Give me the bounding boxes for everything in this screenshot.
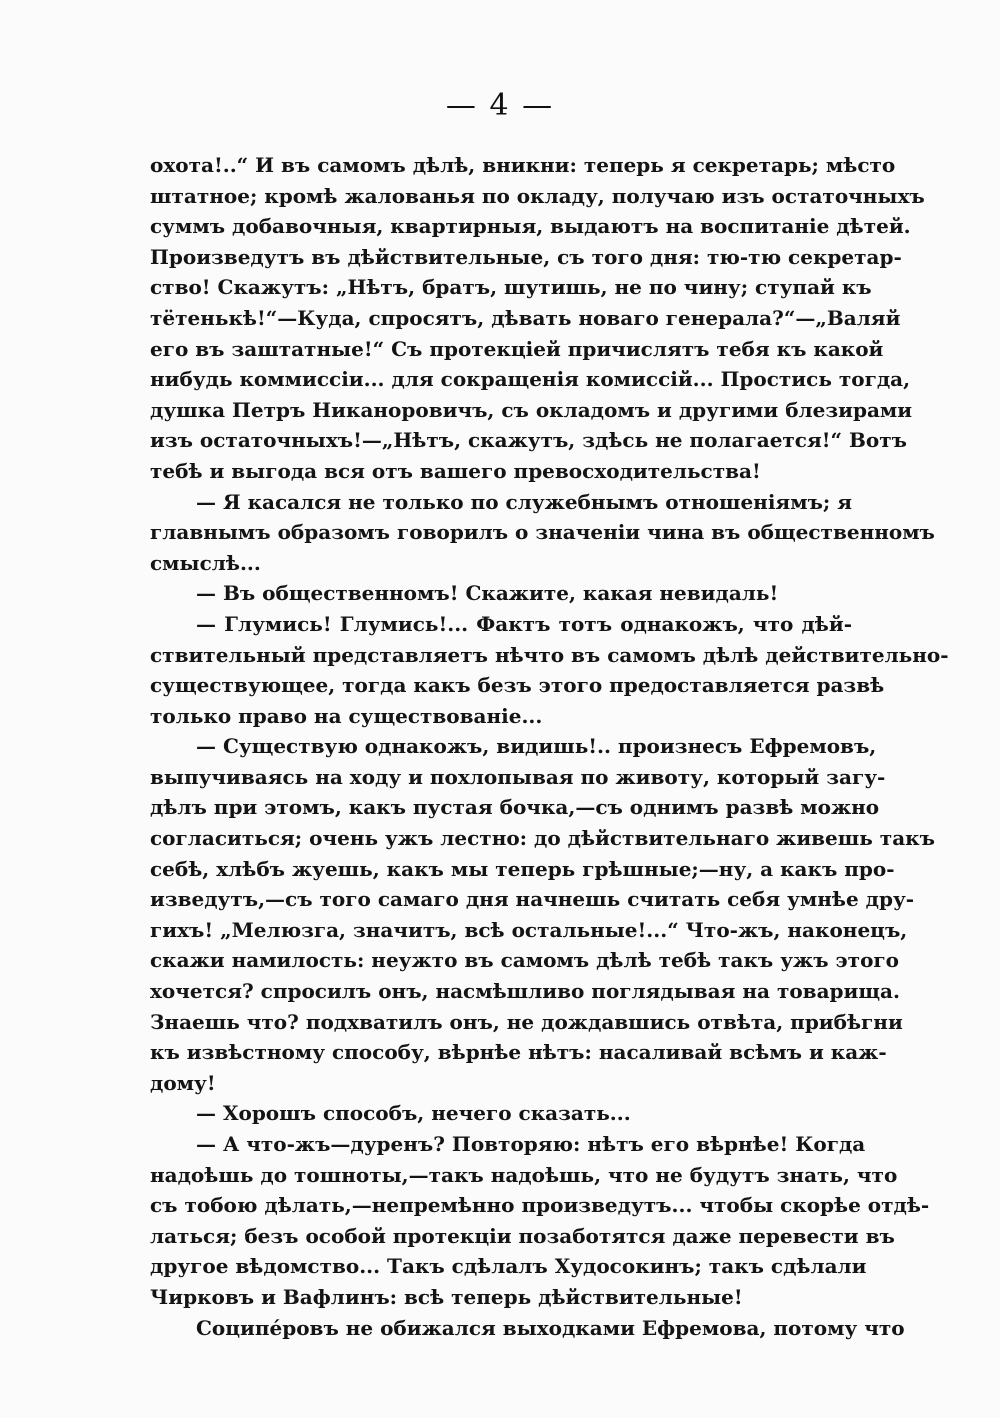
text-line: смыслѣ...	[150, 550, 261, 575]
text-line: съ тобою дѣлать,—непремѣнно произведутъ... чтобы скорѣе отдѣ-	[150, 1193, 930, 1218]
text-line: выпучиваясь на ходу и похлопывая по животу, который загу-	[150, 764, 886, 789]
text-line: къ извѣстному способу, вѣрнѣе нѣтъ: насаливай всѣмъ и каж-	[150, 1040, 887, 1065]
page-number: — 4 —	[445, 88, 555, 123]
text-line: Соципéровъ не обижался выходками Ефремова, потому что	[196, 1315, 905, 1340]
text-line: Чирковъ и Вафлинъ: всѣ теперь дѣйствительные!	[150, 1284, 743, 1309]
text-line: надоѣшь до тошноты,—такъ надоѣшь, что не будутъ знать, что	[150, 1162, 898, 1187]
text-line: хочется? спросилъ онъ, насмѣшливо поглядывая на товарища.	[150, 979, 900, 1004]
text-line: латься; безъ особой протекціи позаботятся даже перевести въ	[150, 1223, 895, 1248]
text-line: Произведутъ въ дѣйствительные, съ того дня: тю-тю секретар-	[150, 244, 902, 269]
text-line: главнымъ образомъ говорилъ о значеніи чина въ общественномъ	[150, 520, 935, 545]
text-line: его въ заштатные!“ Съ протекціей причислятъ тебя къ какой	[150, 336, 884, 361]
text-line: штатное; кромѣ жалованья по окладу, получаю изъ остаточныхъ	[150, 183, 925, 208]
text-line: согласиться; очень ужъ лестно: до дѣйствительнаго живешь такъ	[150, 826, 935, 851]
body-text	[150, 150, 949, 1343]
text-line: существующее, тогда какъ безъ этого предоставляется развѣ	[150, 673, 885, 698]
text-line: гихъ! „Мелюзга, значитъ, всѣ остальные!...“ Что-жъ, наконецъ,	[150, 917, 908, 942]
text-line: — Глумись! Глумись!... Фактъ тотъ однакожъ, что дѣй-	[196, 611, 852, 636]
text-line: — А что-жъ—дуренъ? Повторяю: нѣтъ его вѣрнѣе! Когда	[196, 1132, 866, 1156]
text-line: тебѣ и выгода вся отъ вашего превосходительства!	[150, 458, 761, 483]
text-line: нибудь коммиссіи... для сокращенія комиссій... Простись тогда,	[150, 367, 911, 392]
text-line: охота!..“ И въ самомъ дѣлѣ, вникни: теперь я секретарь; мѣсто	[150, 153, 896, 177]
text-line: — Я касался не только по служебнымъ отношеніямъ; я	[196, 489, 853, 514]
text-line: изъ остаточныхъ!—„Нѣтъ, скажутъ, здѣсь не полагается!“ Вотъ	[150, 428, 907, 453]
text-line: — Хорошъ способъ, нечего сказать...	[196, 1101, 631, 1126]
text-line: другое вѣдомство... Такъ сдѣлалъ Худосокинъ; такъ сдѣлали	[150, 1254, 867, 1279]
text-line: себѣ, хлѣбъ жуешь, какъ мы теперь грѣшные;—ну, а какъ про-	[150, 856, 895, 881]
text-line: ствительный представляетъ нѣчто въ самомъ дѣлѣ действительно-	[150, 642, 949, 667]
text-line: дому!	[150, 1070, 216, 1095]
text-line: дѣлъ при этомъ, какъ пустая бочка,—съ однимъ развѣ можно	[150, 795, 880, 820]
text-line: — Существую однакожъ, видишь!.. произнесъ Ефремовъ,	[196, 734, 877, 759]
text-line: тётенькѣ!“—Куда, спросятъ, дѣвать новаго генерала?“—„Валяй	[150, 305, 901, 330]
text-line: душка Петръ Никаноровичъ, съ окладомъ и другими блезирами	[150, 397, 913, 422]
text-line: скажи намилость: неужто въ самомъ дѣлѣ тебѣ такъ ужъ этого	[150, 948, 900, 973]
text-line: ство! Скажутъ: „Нѣтъ, братъ, шутишь, не по чину; ступай къ	[150, 275, 872, 300]
text-line: — Въ общественномъ! Скажите, какая невидаль!	[196, 581, 779, 606]
text-line: Знаешь что? подхватилъ онъ, не дождавшись отвѣта, прибѣгни	[150, 1009, 903, 1034]
text-line: изведутъ,—съ того самаго дня начнешь считать себя умнѣе дру-	[150, 887, 915, 912]
text-line: суммъ добавочныя, квартирныя, выдаютъ на воспитаніе дѣтей.	[150, 214, 911, 239]
text-line: только право на существованіе...	[150, 703, 543, 728]
